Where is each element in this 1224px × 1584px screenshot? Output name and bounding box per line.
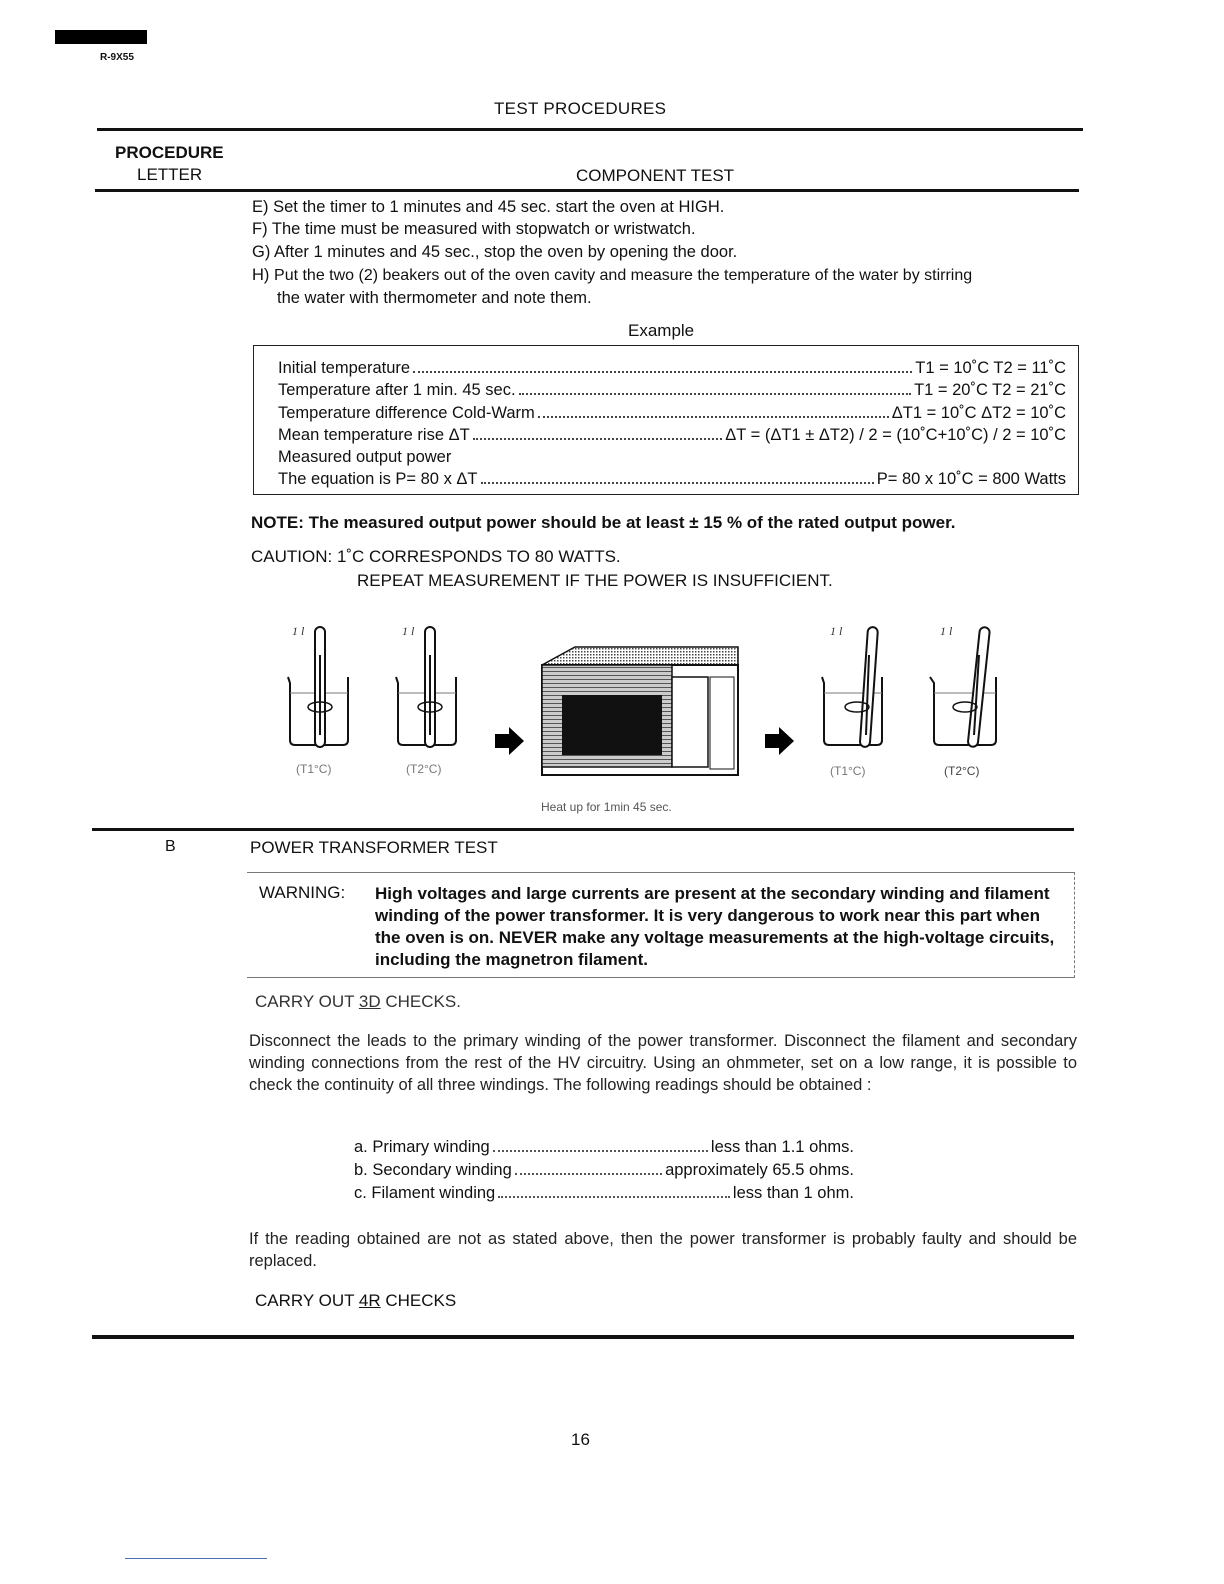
thermometer-icon — [308, 627, 332, 747]
thermometer-icon — [418, 627, 442, 747]
example-row-label: Measured output power — [278, 448, 452, 466]
reading-row — [354, 1135, 854, 1157]
arrow-right-icon — [765, 727, 794, 755]
carry-suffix: CHECKS — [380, 1291, 457, 1310]
example-label: Example — [628, 321, 695, 340]
footer-line — [125, 1558, 267, 1559]
letter-header: LETTER — [137, 165, 203, 184]
beaker-volume-label: 1 l — [402, 624, 415, 638]
thermometer-icon — [845, 627, 878, 747]
example-row-value: T1 = 10˚C T2 = 11˚C — [915, 359, 1066, 377]
oven-test-figure — [260, 615, 1020, 815]
warning-label: WARNING: — [259, 883, 346, 902]
step-letter: F) — [252, 220, 268, 238]
warning-text: High voltages and large currents are present at the secondary winding and filament winding of the power transformer. It is very dangerous to work near this part when the oven is on. NEVER make any voltage measurements at the high-voltage circuits, including the magnetron filament. — [375, 884, 1055, 969]
carry-suffix: CHECKS. — [380, 992, 461, 1011]
reading-value: less than 1 ohm. — [732, 1184, 854, 1202]
leader-dots — [481, 482, 874, 484]
step-letter: G) — [252, 243, 271, 261]
reading-label: c. Filament winding — [354, 1184, 496, 1202]
leader-dots — [538, 416, 889, 418]
step-text-continued: the water with thermometer and note them. — [277, 289, 592, 307]
leader-dots — [498, 1196, 730, 1198]
section-rule — [92, 828, 1074, 831]
example-row — [278, 356, 1066, 378]
microwave-oven-icon — [542, 647, 738, 775]
step-letter: E) — [252, 198, 269, 216]
beaker-temp-label: (T1°C) — [296, 762, 332, 776]
leader-dots — [519, 393, 912, 395]
reading-value: approximately 65.5 ohms. — [665, 1161, 854, 1179]
page-title: TEST PROCEDURES — [494, 99, 667, 118]
paragraph-disconnect: Disconnect the leads to the primary winding of the power transformer. Disconnect the filament and secondary winding connections from the rest of the HV circuitry. Using an ohmmeter, set on a low range, it is possible to check the continuity of all three windings. The following readings should be obtained : — [249, 1032, 1077, 1094]
paragraph-faulty: If the reading obtained are not as stated above, then the power transformer is probably faulty and should be replaced. — [249, 1230, 1077, 1270]
check-code: 4R — [358, 1291, 381, 1310]
reading-row — [354, 1158, 854, 1180]
note: NOTE: The measured output power should be at least ± 15 % of the rated output power. — [251, 513, 956, 532]
thermometer-icon — [953, 627, 990, 747]
model-bar — [55, 30, 147, 44]
oven-window — [562, 695, 662, 755]
figure-caption: Heat up for 1min 45 sec. — [541, 800, 672, 814]
beaker-1 — [288, 624, 348, 776]
oven-side — [710, 677, 734, 769]
example-box — [253, 345, 1079, 495]
reading-value: less than 1.1 ohms. — [710, 1138, 854, 1156]
carry-prefix: CARRY OUT — [255, 1291, 359, 1310]
example-row-label: The equation is P= 80 x ΔT — [278, 470, 478, 488]
step-text: Put the two (2) beakers out of the oven cavity and measure the temperature of the water by stirring — [274, 267, 973, 284]
example-row — [278, 423, 1066, 445]
example-row-label: Mean temperature rise ΔT — [278, 426, 470, 444]
reading-label: b. Secondary winding — [354, 1161, 512, 1179]
beaker-temp-label: (T2°C) — [406, 762, 442, 776]
leader-dots — [413, 371, 912, 373]
beaker-glass — [930, 677, 996, 745]
reading-row — [354, 1181, 854, 1203]
example-row — [278, 378, 1066, 400]
example-row-value: ΔT = (ΔT1 ± ΔT2) / 2 = (10˚C+10˚C) / 2 = 10˚C — [725, 426, 1066, 444]
beaker-4 — [930, 624, 996, 778]
leader-dots — [473, 438, 723, 440]
arrow-right-icon — [495, 727, 524, 755]
top-rule — [97, 128, 1083, 131]
example-row-label: Temperature difference Cold-Warm — [278, 404, 535, 422]
component-test-header: COMPONENT TEST — [576, 166, 735, 185]
example-row-label: Temperature after 1 min. 45 sec. — [278, 381, 516, 399]
beaker-temp-label: (T2°C) — [944, 764, 980, 778]
page-number: 16 — [571, 1430, 590, 1449]
example-row-value: T1 = 20˚C T2 = 21˚C — [914, 381, 1066, 399]
step-letter: H) — [252, 266, 270, 284]
caution-line-2: REPEAT MEASUREMENT IF THE POWER IS INSUFFICIENT. — [357, 571, 833, 590]
beaker-volume-label: 1 l — [830, 624, 843, 638]
leader-dots — [493, 1150, 708, 1152]
step-e — [252, 196, 724, 218]
oven-control-panel — [672, 677, 708, 767]
example-row — [278, 445, 1066, 467]
carry-prefix: CARRY OUT — [255, 992, 359, 1011]
beaker-volume-label: 1 l — [940, 624, 953, 638]
example-row — [278, 401, 1066, 423]
oven-top — [542, 647, 738, 665]
model-number: R-9X55 — [100, 52, 134, 63]
warning-box — [247, 872, 1075, 978]
step-h — [252, 264, 1082, 309]
reading-label: a. Primary winding — [354, 1138, 490, 1156]
bottom-rule — [92, 1335, 1074, 1339]
example-row-value: P= 80 x 10˚C = 800 Watts — [876, 470, 1066, 488]
step-text: The time must be measured with stopwatch or wristwatch. — [271, 220, 696, 238]
section-letter: B — [165, 838, 176, 855]
carry-out-4r — [255, 1291, 456, 1311]
carry-out-3d — [255, 992, 461, 1012]
beaker-3 — [822, 624, 882, 778]
beaker-temp-label: (T1°C) — [830, 764, 866, 778]
header-rule — [95, 189, 1079, 192]
step-f — [252, 218, 696, 240]
procedure-header: PROCEDURE — [115, 143, 224, 162]
step-text: Set the timer to 1 minutes and 45 sec. start the oven at HIGH. — [273, 198, 725, 216]
check-code: 3D — [358, 992, 381, 1011]
beaker-volume-label: 1 l — [292, 624, 305, 638]
section-title: POWER TRANSFORMER TEST — [250, 838, 498, 857]
example-row-label: Initial temperature — [278, 359, 411, 377]
example-row — [278, 467, 1066, 489]
step-g — [252, 241, 737, 263]
beaker-2 — [396, 624, 456, 776]
example-row-value: ΔT1 = 10˚C ΔT2 = 10˚C — [891, 404, 1066, 422]
step-text: After 1 minutes and 45 sec., stop the oven by opening the door. — [274, 243, 738, 261]
leader-dots — [515, 1173, 662, 1175]
caution-line-1: CAUTION: 1˚C CORRESPONDS TO 80 WATTS. — [251, 547, 621, 566]
